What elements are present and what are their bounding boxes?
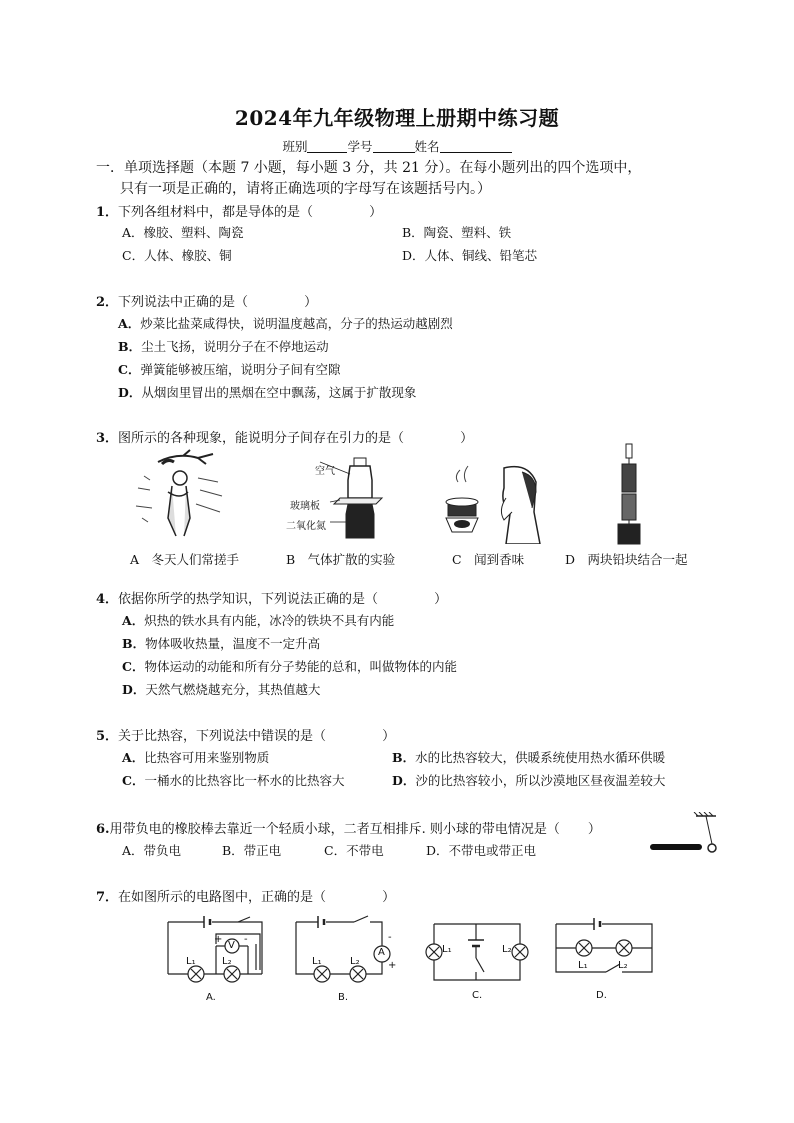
circuit-c[interactable] (420, 914, 532, 994)
number-blank[interactable] (373, 140, 415, 153)
question-text: 在如图所示的电路图中，正确的是（ (118, 890, 327, 905)
option-b[interactable] (122, 634, 320, 652)
option-a[interactable]: A．带负电 (122, 843, 182, 858)
option-letter: A． (122, 750, 145, 765)
circuit-label-d: D. (596, 990, 607, 1001)
figure-a-winter-person (128, 448, 228, 544)
question-text: 依据你所学的热学知识，下列说法正确的是（ (118, 592, 379, 607)
option-a[interactable] (122, 748, 269, 766)
label-no2: 二氧化氮 (286, 521, 326, 532)
option-d[interactable] (122, 680, 320, 698)
plus-sign-a: + (214, 934, 223, 945)
question-text: 关于比热容，下列说法中错误的是（ (118, 729, 327, 744)
section-line-1: 一．单项选择题（本题 7 小题，每小题 3 分，共 21 分）。在每小题列出的四个选项中， (96, 160, 642, 176)
section-instructions (96, 158, 716, 200)
class-blank[interactable] (307, 140, 347, 153)
option-text: 弹簧能够被压缩，说明分子间有空隙 (140, 362, 341, 377)
question-number: 7． (96, 890, 119, 905)
option-letter: C． (118, 362, 141, 377)
paren-close: ） (304, 295, 318, 310)
question-number: 3． (96, 431, 119, 446)
ammeter-label: A (378, 947, 385, 958)
figure-rod-and-ball (646, 812, 720, 856)
section-line-2: 只有一项是正确的，请将正确选项的字母写在该题括号内。） (120, 181, 491, 197)
option-text: 物体运动的动能和所有分子势能的总和，叫做物体的内能 (144, 659, 457, 674)
minus-sign-a: - (244, 934, 248, 945)
question-4 (96, 588, 447, 607)
paren-close: ） (369, 205, 383, 220)
option-text: 尘土飞扬，说明分子在不停地运动 (141, 339, 329, 354)
paren-close: ） (587, 822, 601, 837)
minus-sign-b: - (388, 932, 392, 943)
option-b[interactable] (392, 748, 665, 766)
label-glass-plate: 玻璃板 (290, 501, 320, 512)
question-6 (96, 818, 601, 837)
caption-a[interactable]: A 冬天人们常搓手 (130, 552, 240, 567)
option-text: 物体吸收热量，温度不一定升高 (145, 636, 321, 651)
option-b[interactable] (118, 337, 329, 355)
question-7 (96, 886, 395, 905)
question-number: 4． (96, 592, 119, 607)
number-label: 学号 (347, 139, 373, 154)
lamp-label-l2: L₂ (222, 956, 232, 967)
option-a[interactable] (118, 314, 453, 332)
circuit-label-a: A. (206, 992, 216, 1003)
lamp-label-l2: L₂ (502, 944, 512, 955)
option-letter: D． (122, 682, 146, 697)
option-text: 炽热的铁水具有内能，冰冷的铁块不具有内能 (144, 613, 395, 628)
class-label: 班别 (282, 139, 308, 154)
paren-close: ） (434, 592, 448, 607)
option-letter: A． (118, 316, 141, 331)
option-c[interactable] (122, 657, 457, 675)
question-text: 图所示的各种现象，能说明分子间存在引力的是（ (118, 431, 405, 446)
option-c[interactable] (122, 771, 344, 789)
name-blank[interactable] (440, 140, 512, 153)
option-text: 沙的比热容较小，所以沙漠地区昼夜温差较大 (415, 773, 666, 788)
option-letter: D． (392, 773, 416, 788)
lamp-label-l1: L₁ (186, 956, 196, 967)
lamp-label-l1: L₁ (442, 944, 452, 955)
circuit-d[interactable] (550, 914, 662, 994)
option-text: 一桶水的比热容比一杯水的比热容大 (144, 773, 345, 788)
option-text: 水的比热容较大，供暖系统使用热水循环供暖 (415, 750, 666, 765)
circuit-label-c: C. (472, 990, 483, 1001)
option-d[interactable]: D．不带电或带正电 (426, 843, 537, 858)
option-c[interactable]: C．人体、橡胶、铜 (122, 248, 232, 263)
option-text: 从烟囱里冒出的黑烟在空中飘荡，这属于扩散现象 (141, 385, 417, 400)
option-a[interactable]: A．橡胶、塑料、陶瓷 (122, 225, 244, 240)
paren-close: ） (382, 890, 396, 905)
option-d[interactable]: D．人体、铜线、铅笔芯 (402, 248, 538, 263)
plus-sign-b: + (388, 960, 397, 971)
lamp-label-l1: L₁ (578, 960, 588, 971)
question-2 (96, 291, 317, 310)
lamp-label-l2: L₂ (350, 956, 360, 967)
option-letter: C． (122, 659, 145, 674)
question-number: 1． (96, 205, 119, 220)
option-letter: A． (122, 613, 145, 628)
question-number: 5． (96, 729, 119, 744)
question-number: 2． (96, 295, 119, 310)
option-d[interactable] (392, 771, 665, 789)
lamp-label-l1: L₁ (312, 956, 322, 967)
student-info-line (0, 137, 794, 155)
option-text: 天然气燃烧越充分，其热值越大 (145, 682, 321, 697)
page-title: 2024年九年级物理上册期中练习题 (234, 106, 560, 130)
option-letter: B． (118, 339, 142, 354)
paren-close: ） (382, 729, 396, 744)
option-d[interactable] (118, 383, 416, 401)
caption-c[interactable]: C 闻到香味 (452, 552, 525, 567)
question-number: 6. (96, 822, 110, 837)
option-letter: B． (392, 750, 416, 765)
question-text: 下列说法中正确的是（ (118, 295, 249, 310)
option-letter: C． (122, 773, 145, 788)
lamp-label-l2: L₂ (618, 960, 628, 971)
option-c[interactable] (118, 360, 340, 378)
caption-b[interactable]: B 气体扩散的实验 (286, 552, 396, 567)
question-1 (96, 201, 382, 220)
option-text: 炒菜比盐菜咸得快，说明温度越高，分子的热运动越剧烈 (140, 316, 453, 331)
option-letter: D． (118, 385, 142, 400)
name-label: 姓名 (414, 139, 440, 154)
question-5 (96, 725, 395, 744)
voltmeter-label: V (228, 940, 235, 951)
option-a[interactable] (122, 611, 394, 629)
question-text: 下列各组材料中，都是导体的是（ (118, 205, 314, 220)
question-text: 用带负电的橡胶棒去靠近一个轻质小球，二者互相排斥. 则小球的带电情况是（ (109, 822, 560, 837)
figure-d-lead-blocks (612, 442, 652, 546)
option-text: 比热容可用来鉴别物质 (144, 750, 270, 765)
caption-d[interactable]: D 两块铅块结合一起 (565, 552, 688, 567)
option-c[interactable]: C．不带电 (324, 843, 384, 858)
question-3 (96, 427, 473, 446)
figure-c-aroma (432, 462, 552, 544)
label-air: 空气 (315, 466, 335, 477)
option-b[interactable]: B．带正电 (222, 843, 282, 858)
paren-close: ） (460, 431, 474, 446)
option-letter: B． (122, 636, 146, 651)
option-b[interactable]: B．陶瓷、塑料、铁 (402, 225, 512, 240)
circuit-label-b: B. (338, 992, 349, 1003)
